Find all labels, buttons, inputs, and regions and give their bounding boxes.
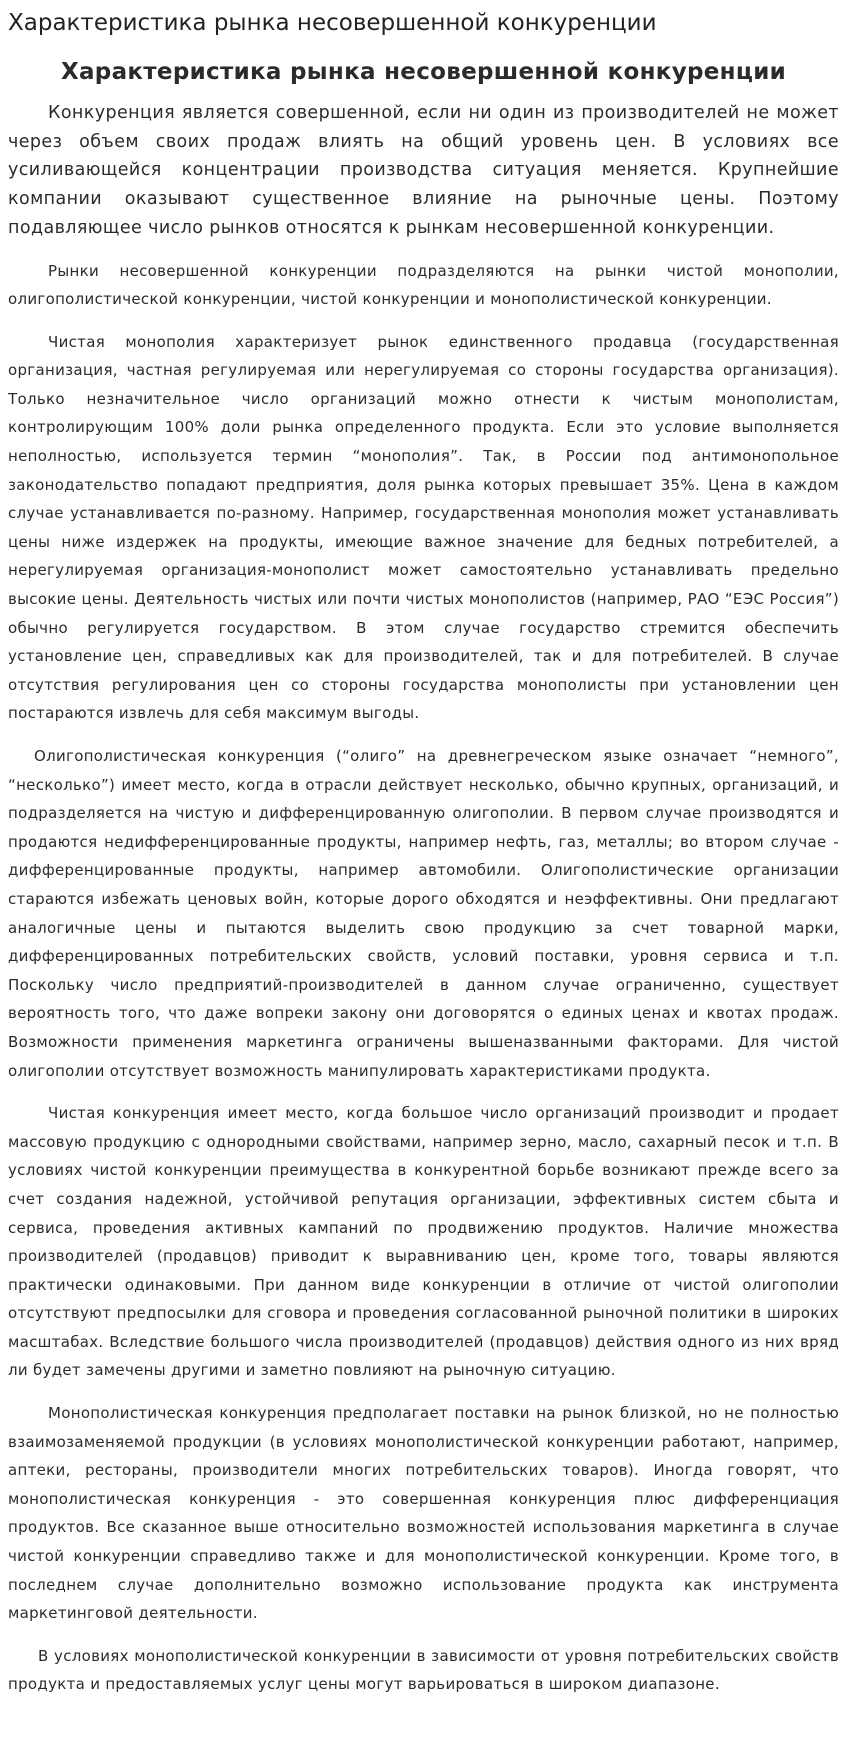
paragraph-pure-monopoly: Чистая монополия характеризует рынок единственного продавца (государственная организация, частная регулируемая или нерегулируемая со стороны государства организация). Только незначительное число организаций можно отнести к чистым монополистам, контролирующим 100% доли рынка определенного продукта. Если это условие выполняется неполностью, используется термин “монополия”. Так, в России под антимонопольное законодательство попадают предприятия, доля рынка которых превышает 35%. Цена в каждом случае устанавливается по-разному. Например, государственная монополия может устанавливать цены ниже издержек на продукты, имеющие важное значение для бедных потребителей, а нерегулируемая организация-монополист может самостоятельно устанавливать предельно высокие цены. Деятельность чистых или почти чистых монополистов (например, РАО “ЕЭС Россия”) обычно регулируется государством. В этом случае государство стремится обеспечить установление цен, справедливых как для производителей, так и для потребителей. В случае отсутствия регулирования цен со стороны государства монополисты при установлении цен постараются извлечь для себя максимум выгоды. bbox=[8, 332, 839, 723]
paragraph-monopolistic-competition: Монополистическая конкуренция предполагает поставки на рынок близкой, но не полностью взаимозаменяемой продукции (в условиях монополистической конкуренции работают, например, аптеки, рестораны, производители многих потребительских товаров). Иногда говорят, что монополистическая конкуренция - это совершенная конкуренция плюс дифференциация продуктов. Все сказанное выше относительно возможностей использования маркетинга в случае чистой конкуренции справедливо также и для монополистической конкуренции. Кроме того, в последнем случае дополнительно возможно использование продукта как инструмента маркетинговой деятельности. bbox=[8, 1404, 839, 1623]
paragraph-market-types: Рынки несовершенной конкуренции подразделяются на рынки чистой монополии, олигополистической конкуренции, чистой конкуренции и монополистической конкуренции. bbox=[8, 261, 839, 309]
page-title: Характеристика рынка несовершенной конкуренции bbox=[8, 10, 657, 36]
paragraph-intro: Конкуренция является совершенной, если ни один из производителей не может через объем своих продаж влиять на общий уровень цен. В условиях все усиливающейся концентрации производства ситуация меняется. Крупнейшие компании оказывают существенное влияние на рыночные цены. Поэтому подавляющее число рынков относятся к рынкам несовершенной конкуренции. bbox=[8, 103, 839, 238]
paragraph-pure-competition: Чистая конкуренция имеет место, когда большое число организаций производит и продает массовую продукцию с однородными свойствами, например зерно, масло, сахарный песок и т.п. В условиях чистой конкуренции преимущества в конкурентной борьбе возникают прежде всего за счет создания надежной, устойчивой репутация организации, эффективных систем сбыта и сервиса, проведения активных кампаний по продвижению продуктов. Наличие множества производителей (продавцов) приводит к выравниванию цен, кроме того, товары являются практически одинаковыми. При данном виде конкуренции в отличие от чистой олигополии отсутствуют предпосылки для сговора и проведения согласованной рыночной политики в широких масштабах. Вследствие большого числа производителей (продавцов) действия одного из них вряд ли будет замечены другими и заметно повлияют на рыночную ситуацию. bbox=[8, 1104, 839, 1380]
paragraph-price-range: В условиях монополистической конкуренции в зависимости от уровня потребительских свойств продукта и предоставляемых услуг цены могут варьироваться в широком диапазоне. bbox=[8, 1646, 839, 1694]
paragraph-oligopoly: Олигополистическая конкуренция (“олиго” на древнегреческом языке означает “немного”, “несколько”) имеет место, когда в отрасли действует несколько, обычно крупных, организаций, и подразделяется на чистую и дифференцированную олигополии. В первом случае производятся и продаются недифференцированные продукты, например нефть, газ, металлы; во втором случае - дифференцированные продукты, например автомобили. Олигополистические организации стараются избежать ценовых войн, которые дорого обходятся и неэффективны. Они предлагают аналогичные цены и пытаются выделить свою продукцию за счет товарной марки, дифференцированных потребительских свойств, условий поставки, уровня сервиса и т.п. Поскольку число предприятий-производителей в данном случае ограниченно, существует вероятность того, что даже вопреки закону они договорятся о единых ценах и квотах продаж. Возможности применения маркетинга ограничены вышеназванными факторами. Для чистой олигополии отсутствует возможность манипулировать характеристиками продукта. bbox=[8, 747, 839, 1080]
document-heading: Характеристика рынка несовершенной конкуренции bbox=[60, 59, 787, 85]
